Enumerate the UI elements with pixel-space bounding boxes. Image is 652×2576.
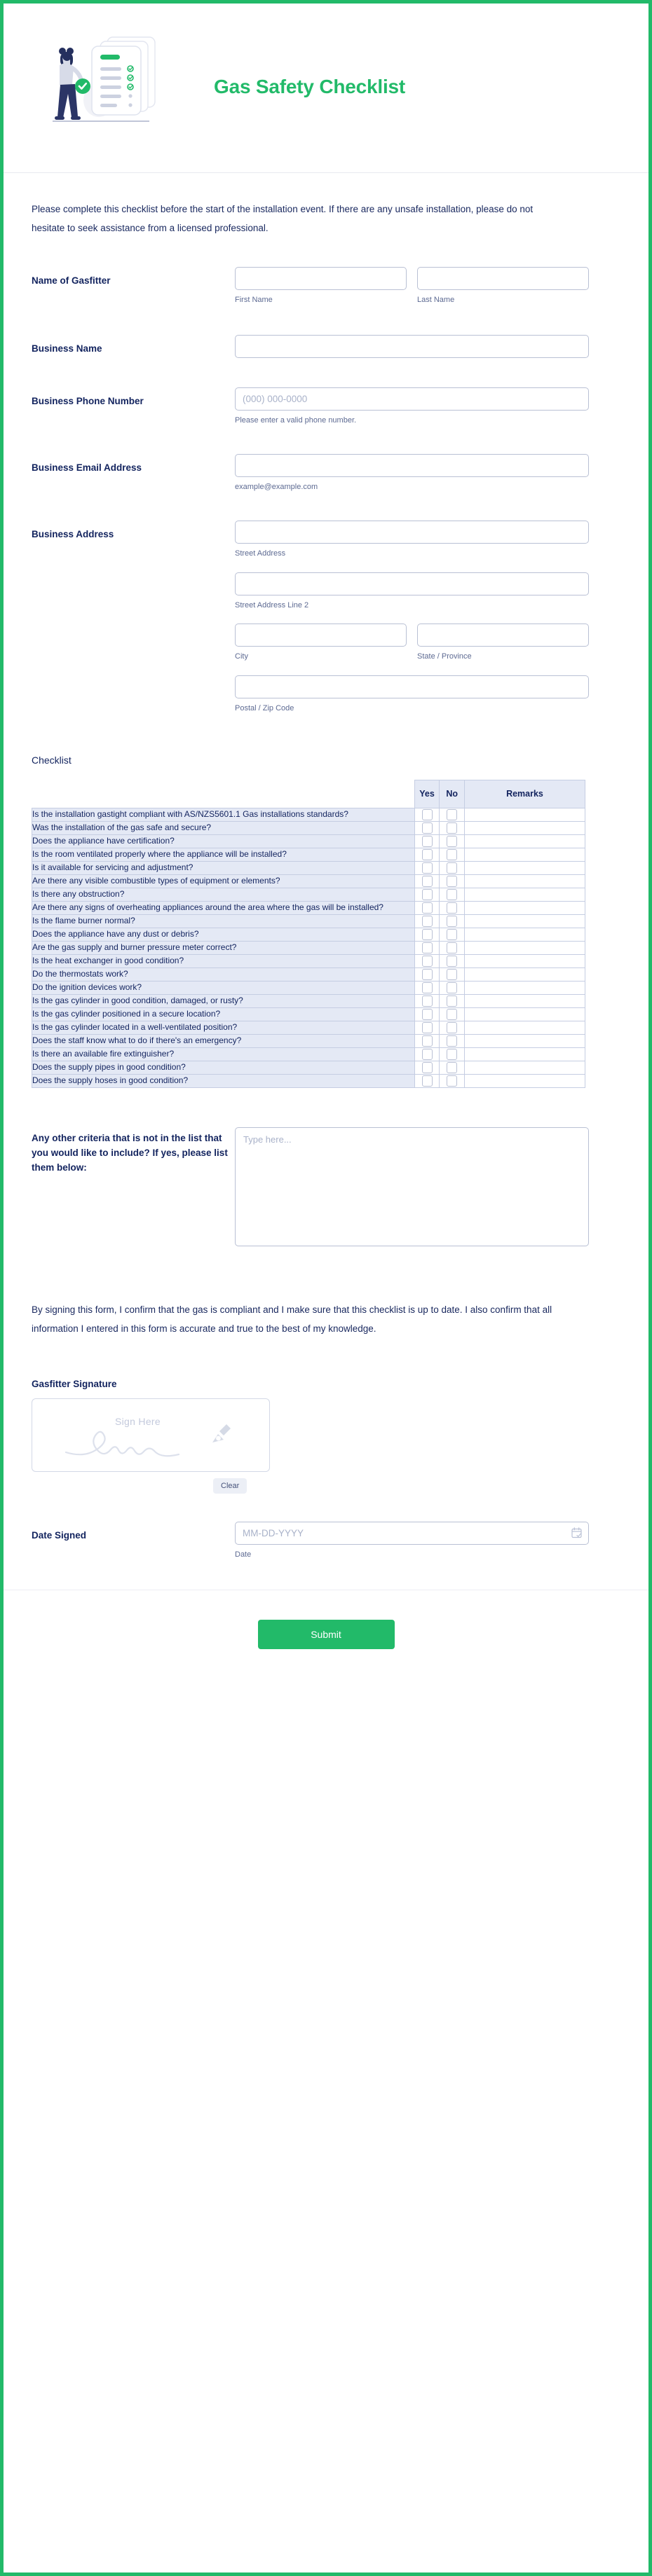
- business-name-input[interactable]: [235, 335, 589, 358]
- checklist-remarks-cell[interactable]: [464, 928, 585, 941]
- checkbox-yes[interactable]: [422, 876, 433, 887]
- checkbox-yes[interactable]: [422, 1075, 433, 1087]
- checklist-question-cell: Was the installation of the gas safe and secure?: [32, 821, 415, 834]
- checklist-yes-cell[interactable]: [414, 928, 440, 941]
- checkbox-no[interactable]: [447, 889, 457, 900]
- checkbox-yes[interactable]: [422, 982, 433, 993]
- form-header: [4, 4, 648, 173]
- checklist-question-cell: Does the appliance have any dust or debris?: [32, 928, 415, 941]
- checklist-question-cell: Are the gas supply and burner pressure meter correct?: [32, 941, 415, 954]
- checklist-no-cell[interactable]: [440, 941, 465, 954]
- last-name-input[interactable]: [417, 267, 589, 290]
- first-name-input[interactable]: [235, 267, 407, 290]
- checklist-question-cell: Are there any signs of overheating appliances around the area where the gas will be installed?: [32, 901, 415, 914]
- checklist-header-question: [32, 780, 415, 808]
- checkbox-no[interactable]: [447, 902, 457, 914]
- field-other-criteria: [32, 1127, 620, 1250]
- checklist-no-cell[interactable]: [440, 874, 465, 888]
- checklist-no-cell[interactable]: [440, 888, 465, 901]
- field-business-address: [32, 521, 620, 714]
- checkbox-yes[interactable]: [422, 1009, 433, 1020]
- checkbox-no[interactable]: [447, 916, 457, 927]
- checklist-yes-cell[interactable]: [414, 967, 440, 981]
- table-row: [32, 901, 585, 914]
- checkbox-yes[interactable]: [422, 929, 433, 940]
- checkbox-no[interactable]: [447, 956, 457, 967]
- checklist-header-remarks: Remarks: [464, 780, 585, 808]
- business-phone-hint: Please enter a valid phone number.: [235, 416, 357, 425]
- form-footer: [4, 1590, 648, 1691]
- checkbox-no[interactable]: [447, 1035, 457, 1047]
- street-address-sublabel: Street Address: [235, 549, 286, 558]
- table-row: [32, 834, 585, 848]
- checklist-question-cell: Is the gas cylinder positioned in a secure location?: [32, 1007, 415, 1021]
- checklist-remarks-cell[interactable]: [464, 821, 585, 834]
- signature-placeholder-text: Sign Here: [115, 1416, 161, 1428]
- checklist-no-cell[interactable]: [440, 967, 465, 981]
- other-criteria-label: Any other criteria that is not in the list that you would like to include? If yes, please list them below:: [32, 1132, 228, 1173]
- table-row: [32, 928, 585, 941]
- checklist-header-yes: Yes: [414, 780, 440, 808]
- checklist-yes-cell[interactable]: [414, 1007, 440, 1021]
- business-address-label: Business Address: [32, 529, 114, 540]
- checkbox-yes[interactable]: [422, 956, 433, 967]
- checklist-question-cell: Is the heat exchanger in good condition?: [32, 954, 415, 967]
- last-name-sublabel: Last Name: [417, 296, 455, 304]
- checklist-yes-cell[interactable]: [414, 954, 440, 967]
- checkbox-no[interactable]: [447, 862, 457, 874]
- checklist-yes-cell[interactable]: [414, 1074, 440, 1087]
- intro-text: Please complete this checklist before the start of the installation event. If there are any unsafe installation, please do not hesitate to seek assistance from a licensed professional.: [32, 204, 534, 233]
- table-row: [32, 821, 585, 834]
- checkbox-yes[interactable]: [422, 1049, 433, 1060]
- checklist-no-cell[interactable]: [440, 954, 465, 967]
- checkbox-yes[interactable]: [422, 1035, 433, 1047]
- checklist-no-cell[interactable]: [440, 1021, 465, 1034]
- checklist-yes-cell[interactable]: [414, 1021, 440, 1034]
- checklist-question-cell: Is the installation gastight compliant with AS/NZS5601.1 Gas installations standards?: [32, 808, 415, 821]
- field-business-name: [32, 335, 620, 358]
- checkbox-no[interactable]: [447, 822, 457, 834]
- checklist-title: Checklist: [32, 754, 72, 766]
- city-sublabel: City: [235, 652, 248, 661]
- checkbox-yes[interactable]: [422, 1062, 433, 1073]
- pen-nib-icon: [207, 1421, 233, 1448]
- postal-zip-input[interactable]: [235, 675, 589, 698]
- checklist-yes-cell[interactable]: [414, 888, 440, 901]
- checklist-question-cell: Are there any visible combustible types of equipment or elements?: [32, 874, 415, 888]
- checklist-yes-cell[interactable]: [414, 914, 440, 928]
- field-date-signed: [32, 1522, 620, 1560]
- checklist-no-cell[interactable]: [440, 808, 465, 821]
- checklist-remarks-cell[interactable]: [464, 1034, 585, 1047]
- table-row: [32, 994, 585, 1007]
- checklist-remarks-cell[interactable]: [464, 808, 585, 821]
- checklist-remarks-cell[interactable]: [464, 914, 585, 928]
- checklist-question-cell: Is the gas cylinder in good condition, damaged, or rusty?: [32, 994, 415, 1007]
- checklist-question-cell: Is there any obstruction?: [32, 888, 415, 901]
- checklist-no-cell[interactable]: [440, 901, 465, 914]
- field-business-phone: [32, 387, 620, 425]
- first-name-sublabel: First Name: [235, 296, 273, 304]
- checkbox-yes[interactable]: [422, 942, 433, 953]
- checklist-yes-cell[interactable]: [414, 821, 440, 834]
- checklist-header-no: No: [440, 780, 465, 808]
- checklist-question-cell: Does the appliance have certification?: [32, 834, 415, 848]
- checklist-yes-cell[interactable]: [414, 994, 440, 1007]
- checklist-remarks-cell[interactable]: [464, 941, 585, 954]
- business-email-input[interactable]: [235, 454, 589, 477]
- checklist-remarks-cell[interactable]: [464, 901, 585, 914]
- street-address-line2-sublabel: Street Address Line 2: [235, 600, 309, 609]
- checklist-remarks-cell[interactable]: [464, 861, 585, 874]
- table-row: [32, 1074, 585, 1087]
- checklist-no-cell[interactable]: [440, 1074, 465, 1087]
- checklist-remarks-cell[interactable]: [464, 888, 585, 901]
- state-province-sublabel: State / Province: [417, 652, 472, 661]
- checklist-no-cell[interactable]: [440, 821, 465, 834]
- checkbox-yes[interactable]: [422, 836, 433, 847]
- signature-label: Gasfitter Signature: [32, 1378, 117, 1389]
- checklist-yes-cell[interactable]: [414, 941, 440, 954]
- table-row: [32, 967, 585, 981]
- checkbox-yes[interactable]: [422, 969, 433, 980]
- checkbox-no[interactable]: [447, 1049, 457, 1060]
- checklist-remarks-cell[interactable]: [464, 994, 585, 1007]
- declaration-text: By signing this form, I confirm that the gas is compliant and I make sure that this checklist is up to date. I also confirm that all information I entered in this form is accurate and true to the best of my knowledge.: [32, 1304, 552, 1334]
- signature-pad[interactable]: [32, 1398, 270, 1472]
- checkbox-no[interactable]: [447, 942, 457, 953]
- checklist-remarks-cell[interactable]: [464, 834, 585, 848]
- checkbox-no[interactable]: [447, 1075, 457, 1087]
- checklist-no-cell[interactable]: [440, 928, 465, 941]
- checklist-remarks-cell[interactable]: [464, 1074, 585, 1087]
- table-row: [32, 861, 585, 874]
- checkbox-no[interactable]: [447, 876, 457, 887]
- date-signed-label: Date Signed: [32, 1529, 87, 1541]
- checklist-body: [32, 808, 585, 1087]
- checklist-no-cell[interactable]: [440, 1007, 465, 1021]
- table-row: [32, 1007, 585, 1021]
- checklist-table: [32, 780, 585, 1088]
- checklist-no-cell[interactable]: [440, 981, 465, 994]
- checklist-yes-cell[interactable]: [414, 1047, 440, 1061]
- table-row: [32, 941, 585, 954]
- checklist-question-cell: Does the staff know what to do if there's an emergency?: [32, 1034, 415, 1047]
- city-input[interactable]: [235, 624, 407, 647]
- form-body: [4, 200, 648, 1560]
- checklist-no-cell[interactable]: [440, 848, 465, 861]
- checkbox-yes[interactable]: [422, 849, 433, 860]
- checkbox-no[interactable]: [447, 1009, 457, 1020]
- date-signed-sublabel: Date: [235, 1550, 252, 1559]
- business-phone-label: Business Phone Number: [32, 396, 144, 407]
- checklist-remarks-cell[interactable]: [464, 848, 585, 861]
- checklist-yes-cell[interactable]: [414, 1061, 440, 1074]
- checklist-yes-cell[interactable]: [414, 808, 440, 821]
- field-gasfitter-name: [32, 267, 620, 305]
- table-row: [32, 1047, 585, 1061]
- checklist-no-cell[interactable]: [440, 834, 465, 848]
- checklist-no-cell[interactable]: [440, 1047, 465, 1061]
- checklist-no-cell[interactable]: [440, 1034, 465, 1047]
- checklist-remarks-cell[interactable]: [464, 1021, 585, 1034]
- checklist-no-cell[interactable]: [440, 1061, 465, 1074]
- business-email-hint: example@example.com: [235, 483, 318, 492]
- checkbox-yes[interactable]: [422, 1022, 433, 1033]
- page-title: Gas Safety Checklist: [214, 75, 406, 97]
- submit-button[interactable]: Submit: [258, 1620, 395, 1649]
- checklist-question-cell: Is the flame burner normal?: [32, 914, 415, 928]
- checkbox-yes[interactable]: [422, 889, 433, 900]
- checklist-question-cell: Is it available for servicing and adjustment?: [32, 861, 415, 874]
- table-row: [32, 1061, 585, 1074]
- postal-zip-sublabel: Postal / Zip Code: [235, 703, 294, 712]
- checklist-yes-cell[interactable]: [414, 901, 440, 914]
- checkbox-no[interactable]: [447, 1062, 457, 1073]
- checklist-question-cell: Do the ignition devices work?: [32, 981, 415, 994]
- checklist-yes-cell[interactable]: [414, 848, 440, 861]
- checkbox-no[interactable]: [447, 809, 457, 820]
- checklist-yes-cell[interactable]: [414, 834, 440, 848]
- business-email-label: Business Email Address: [32, 462, 142, 474]
- field-business-email: [32, 454, 620, 491]
- date-signed-input[interactable]: [235, 1522, 589, 1545]
- table-row: [32, 888, 585, 901]
- checklist-no-cell[interactable]: [440, 914, 465, 928]
- table-row: [32, 848, 585, 861]
- street-address-line2-input[interactable]: [235, 572, 589, 595]
- state-province-input[interactable]: [417, 624, 589, 647]
- checklist-yes-cell[interactable]: [414, 981, 440, 994]
- checklist-question-cell: Do the thermostats work?: [32, 967, 415, 981]
- checklist-question-cell: Does the supply hoses in good condition?: [32, 1074, 415, 1087]
- business-phone-input[interactable]: [235, 387, 589, 411]
- table-row: [32, 954, 585, 967]
- other-criteria-textarea[interactable]: [235, 1127, 589, 1246]
- checklist-remarks-cell[interactable]: [464, 1047, 585, 1061]
- checkbox-no[interactable]: [447, 836, 457, 847]
- inspector-with-checklist-illustration: [32, 22, 172, 151]
- table-row: [32, 874, 585, 888]
- checklist-no-cell[interactable]: [440, 994, 465, 1007]
- checklist-question-cell: Does the supply pipes in good condition?: [32, 1061, 415, 1074]
- checkbox-no[interactable]: [447, 969, 457, 980]
- checklist-remarks-cell[interactable]: [464, 954, 585, 967]
- checklist-no-cell[interactable]: [440, 861, 465, 874]
- checklist-remarks-cell[interactable]: [464, 1007, 585, 1021]
- checklist-remarks-cell[interactable]: [464, 874, 585, 888]
- checkbox-no[interactable]: [447, 849, 457, 860]
- checkbox-yes[interactable]: [422, 996, 433, 1007]
- checklist-yes-cell[interactable]: [414, 861, 440, 874]
- table-row: [32, 914, 585, 928]
- table-row: [32, 1021, 585, 1034]
- checkbox-no[interactable]: [447, 982, 457, 993]
- checkbox-yes[interactable]: [422, 822, 433, 834]
- business-name-label: Business Name: [32, 343, 102, 354]
- checkbox-yes[interactable]: [422, 916, 433, 927]
- table-row: [32, 808, 585, 821]
- checklist-remarks-cell[interactable]: [464, 967, 585, 981]
- checkbox-yes[interactable]: [422, 862, 433, 874]
- checkbox-yes[interactable]: [422, 809, 433, 820]
- table-row: [32, 981, 585, 994]
- checklist-yes-cell[interactable]: [414, 874, 440, 888]
- checklist-header-row: [32, 780, 585, 808]
- checkbox-no[interactable]: [447, 929, 457, 940]
- clear-signature-button[interactable]: Clear: [213, 1478, 247, 1494]
- gasfitter-name-label: Name of Gasfitter: [32, 275, 111, 286]
- checklist-remarks-cell[interactable]: [464, 981, 585, 994]
- checklist-question-cell: Is the room ventilated properly where the appliance will be installed?: [32, 848, 415, 861]
- street-address-input[interactable]: [235, 521, 589, 544]
- checkbox-no[interactable]: [447, 996, 457, 1007]
- checkbox-no[interactable]: [447, 1022, 457, 1033]
- checklist-remarks-cell[interactable]: [464, 1061, 585, 1074]
- checklist-yes-cell[interactable]: [414, 1034, 440, 1047]
- checklist-question-cell: Is there an available fire extinguisher?: [32, 1047, 415, 1061]
- checkbox-yes[interactable]: [422, 902, 433, 914]
- table-row: [32, 1034, 585, 1047]
- signature-section: [32, 1379, 620, 1494]
- checklist-question-cell: Is the gas cylinder located in a well-ventilated position?: [32, 1021, 415, 1034]
